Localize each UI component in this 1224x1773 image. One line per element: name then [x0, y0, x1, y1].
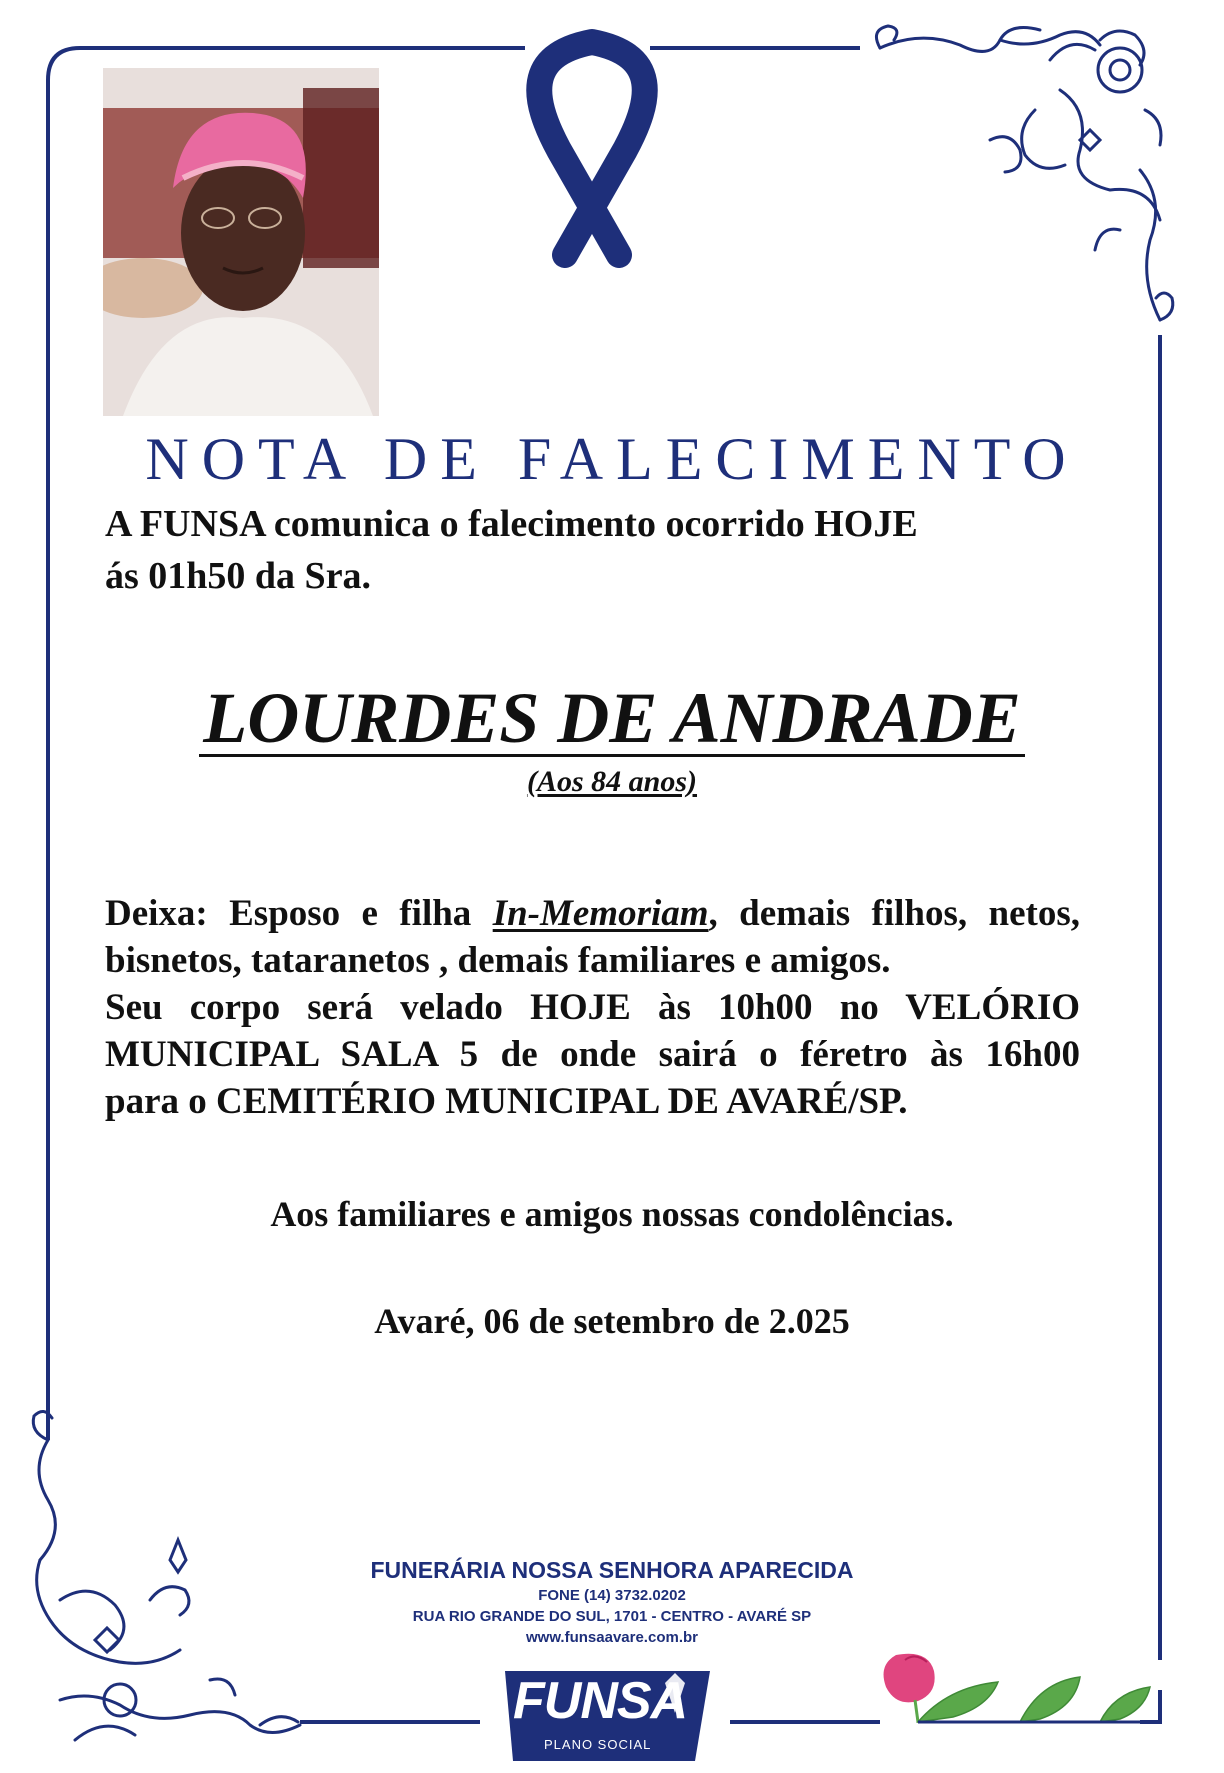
- body-line-1: [105, 890, 1080, 937]
- deixa-prefix: Deixa: Esposo e filha: [105, 893, 493, 934]
- condolences-text: Aos familiares e amigos nossas condolências.: [270, 1194, 954, 1234]
- deceased-age-block: [0, 765, 1224, 799]
- leaves-icon: [918, 1677, 1160, 1722]
- deceased-name-block: [0, 678, 1224, 758]
- in-memoriam: In-Memoriam: [492, 893, 709, 934]
- company-info: [0, 1555, 1224, 1648]
- deceased-photo: [103, 68, 379, 416]
- company-address: RUA RIO GRANDE DO SUL, 1701 - CENTRO - AVARÉ SP: [412, 1608, 812, 1625]
- top-right-ornament-icon: [876, 26, 1172, 320]
- company-name: FUNERÁRIA NOSSA SENHORA APARECIDA: [370, 1557, 854, 1583]
- intro-line-2: ás 01h50 da Sra.: [105, 555, 372, 597]
- announcement-body: [105, 890, 1080, 1125]
- page-title: NOTA DE FALECIMENTO: [145, 426, 1079, 492]
- deixa-suffix: , demais filhos, netos,: [708, 893, 1080, 934]
- body-line-5: para o CEMITÉRIO MUNICIPAL DE AVARÉ/SP.: [105, 1081, 908, 1122]
- place-date: Avaré, 06 de setembro de 2.025: [374, 1301, 850, 1341]
- ribbon-icon: [539, 42, 645, 255]
- intro-text: [105, 498, 1085, 602]
- company-website: www.funsaavare.com.br: [525, 1629, 698, 1646]
- logo-text: FUNSA: [513, 1672, 688, 1730]
- body-line-3: Seu corpo será velado HOJE às 10h00 no VELÓRIO: [105, 987, 1080, 1028]
- company-phone: FONE (14) 3732.0202: [538, 1587, 686, 1604]
- body-line-4: MUNICIPAL SALA 5 de onde sairá o féretro às 16h00: [105, 1034, 1080, 1075]
- deceased-age: (Aos 84 anos): [526, 765, 698, 798]
- deceased-name: LOURDES DE ANDRADE: [199, 682, 1025, 757]
- body-line-2: bisnetos, tataranetos , demais familiares e amigos.: [105, 940, 891, 981]
- intro-line-1: A FUNSA comunica o falecimento ocorrido HOJE: [105, 503, 918, 545]
- logo-subtitle: PLANO SOCIAL: [544, 1737, 652, 1752]
